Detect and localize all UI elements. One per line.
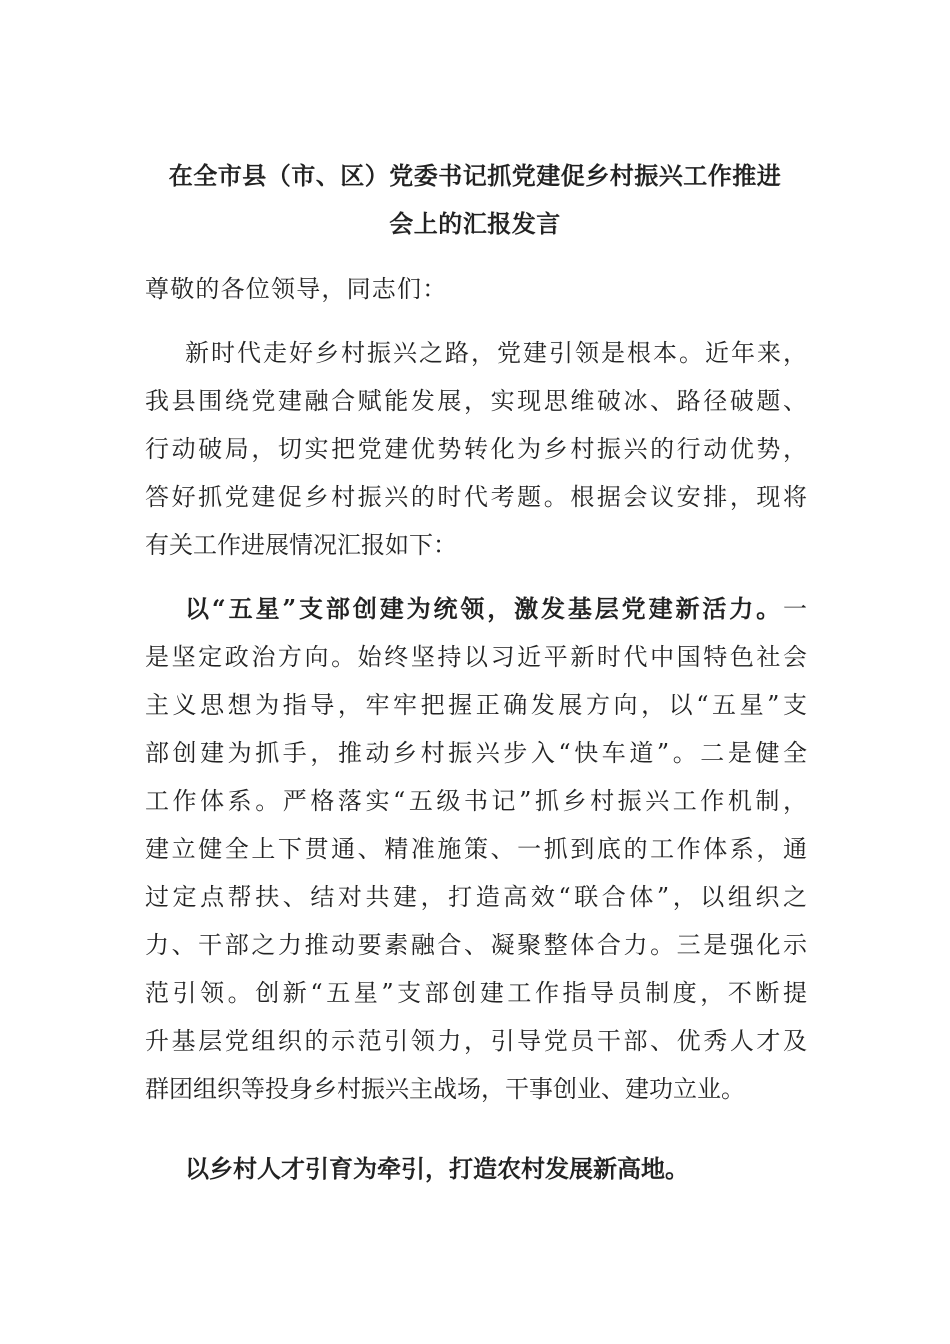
paragraph-line: 是坚定政治方向。始终坚持以习近平新时代中国特色社会 xyxy=(145,643,807,671)
intro-paragraph xyxy=(145,329,807,569)
paragraph-line: 过定点帮扶、结对共建，打造高效“联合体”，以组织之 xyxy=(145,883,807,911)
paragraph-line: 工作体系。严格落实“五级书记”抓乡村振兴工作机制， xyxy=(145,787,807,815)
section-1-paragraph xyxy=(145,585,807,1113)
paragraph-line: 群团组织等投身乡村振兴主战场，干事创业、建功立业。 xyxy=(145,1075,745,1103)
paragraph-line: 有关工作进展情况汇报如下： xyxy=(145,531,457,559)
document-title xyxy=(145,152,805,248)
paragraph-line: 新时代走好乡村振兴之路，党建引领是根本。近年来， xyxy=(185,339,807,367)
section-1-heading: 以“五星”支部创建为统领，激发基层党建新活力。 xyxy=(185,594,783,623)
section-2-paragraph xyxy=(145,1145,807,1193)
paragraph-line: 范引领。创新“五星”支部创建工作指导员制度，不断提 xyxy=(145,979,807,1007)
paragraph-line: 力、干部之力推动要素融合、凝聚整体合力。三是强化示 xyxy=(145,931,807,959)
paragraph-line: 行动破局，切实把党建优势转化为乡村振兴的行动优势， xyxy=(145,435,807,463)
title-line: 会上的汇报发言 xyxy=(389,209,561,238)
paragraph-line xyxy=(145,585,807,633)
section-2-heading: 以乡村人才引育为牵引，打造农村发展新高地。 xyxy=(185,1154,689,1183)
title-line: 在全市县（市、区）党委书记抓党建促乡村振兴工作推进 xyxy=(168,161,782,190)
salutation: 尊敬的各位领导，同志们： xyxy=(145,275,448,303)
paragraph-line: 答好抓党建促乡村振兴的时代考题。根据会议安排，现将 xyxy=(145,483,807,511)
paragraph-line: 主义思想为指导，牢牢把握正确发展方向，以“五星”支 xyxy=(145,691,807,719)
paragraph-line: 我县围绕党建融合赋能发展，实现思维破冰、路径破题、 xyxy=(145,387,807,415)
paragraph-line: 部创建为抓手，推动乡村振兴步入“快车道”。二是健全 xyxy=(145,739,807,767)
paragraph-line: 建立健全上下贯通、精准施策、一抓到底的工作体系，通 xyxy=(145,835,807,863)
paragraph-line: 升基层党组织的示范引领力，引导党员干部、优秀人才及 xyxy=(145,1027,807,1055)
section-1-first-line-tail: 一 xyxy=(783,595,807,623)
